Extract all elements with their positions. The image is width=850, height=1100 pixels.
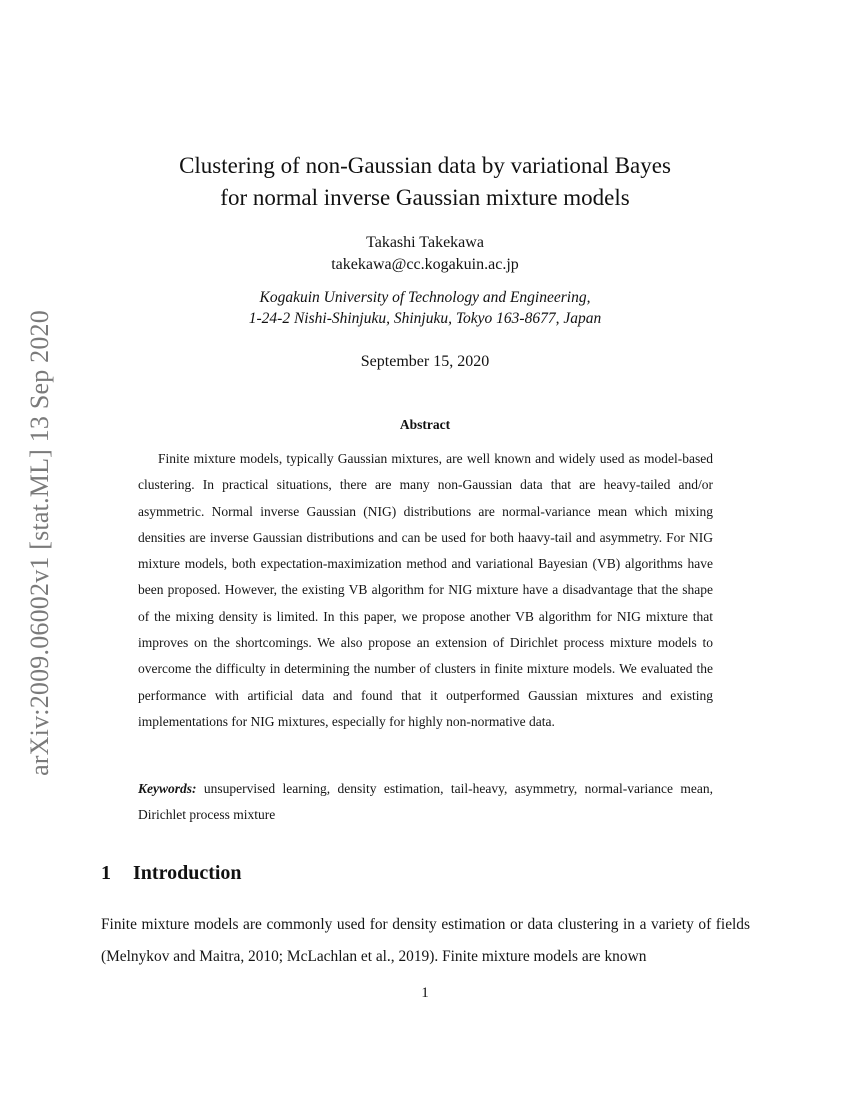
page-number: 1 bbox=[421, 985, 429, 1001]
author-email: takekawa@cc.kogakuin.ac.jp bbox=[331, 256, 519, 273]
abstract-body: Finite mixture models, typically Gaussian mixtures, are well known and widely used as model-based clustering. In practical situations, there are many non-Gaussian data that are heavy-tailed and/or asymmetric. Normal inverse Gaussian (NIG) distributions are normal-variance mean which mixing densities are inverse Gaussian distributions and can be used for both haavy-tail and asymmetry. For NIG mixture models, both expectation-maximization method and variational Bayesian (VB) algorithms have been proposed. However, the existing VB algorithm for NIG mixture have a disadvantage that the shape of the mixing density is limited. In this paper, we propose another VB algorithm for NIG mixture that improves on the shortcomings. We also propose an extension of Dirichlet process mixture models to overcome the difficulty in determining the number of clusters in finite mixture models. We evaluated the performance with artificial data and found that it outperformed Gaussian mixtures and existing implementations for NIG mixtures, especially for highly non-normative data. bbox=[138, 451, 713, 729]
affiliation-line-2: 1-24-2 Nishi-Shinjuku, Shinjuku, Tokyo 163-8677, Japan bbox=[248, 310, 602, 327]
abstract-heading: Abstract bbox=[399, 417, 451, 432]
paper-title bbox=[100, 150, 750, 214]
affiliation-line-1: Kogakuin University of Technology and Engineering, bbox=[259, 289, 591, 306]
affiliation bbox=[100, 287, 750, 329]
introduction-body: Finite mixture models are commonly used for density estimation or data clustering in a variety of fields (Melnykov and Maitra, 2010; McLachlan et al., 2019). Finite mixture models are known bbox=[101, 916, 750, 965]
paper-title-line-2: for normal inverse Gaussian mixture models bbox=[220, 185, 630, 210]
keywords-text: unsupervised learning, density estimation, tail-heavy, asymmetry, normal-variance mean, Dirichlet process mixture bbox=[138, 781, 713, 822]
section-number: 1 bbox=[101, 862, 111, 884]
keywords-label: Keywords: bbox=[138, 781, 197, 796]
arxiv-identifier-stamp: arXiv:2009.06002v1 [stat.ML] 13 Sep 2020 bbox=[25, 310, 54, 776]
keywords bbox=[138, 776, 713, 828]
author-name: Takashi Takekawa bbox=[366, 234, 484, 251]
author-block bbox=[100, 232, 750, 276]
section-title: Introduction bbox=[133, 862, 242, 884]
section-heading-introduction bbox=[101, 862, 242, 885]
publication-date: September 15, 2020 bbox=[360, 353, 490, 370]
paper-title-line-1: Clustering of non-Gaussian data by variational Bayes bbox=[179, 153, 671, 178]
